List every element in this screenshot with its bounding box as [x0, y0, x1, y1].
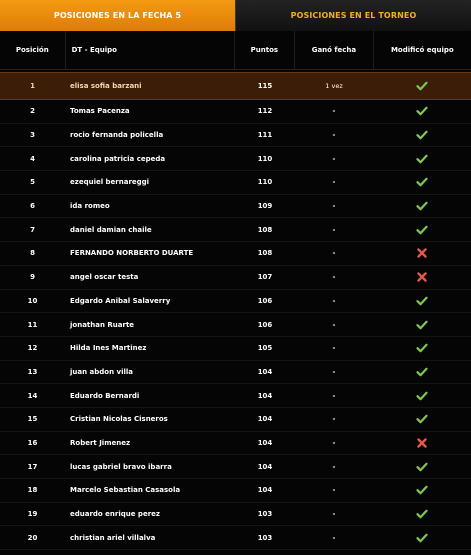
- row-position: 15: [27, 415, 38, 424]
- table-row: [0, 290, 471, 314]
- row-gano-fecha: -: [332, 178, 336, 187]
- header-equipo: DT - Equipo: [66, 31, 235, 69]
- check-icon: [416, 510, 428, 518]
- row-points: 115: [257, 82, 273, 90]
- row-modifico-equipo: [373, 462, 471, 472]
- row-position: 2: [30, 107, 35, 116]
- table-row: [0, 503, 471, 527]
- row-modifico-equipo: [373, 225, 471, 235]
- row-position: 1: [30, 82, 35, 90]
- table-row: [0, 432, 471, 456]
- row-points: 108: [257, 225, 273, 234]
- row-points: 110: [257, 178, 273, 187]
- row-points: 107: [257, 273, 273, 282]
- row-modifico-equipo: [373, 106, 471, 116]
- row-points: 112: [257, 107, 273, 116]
- row-modifico-equipo: [373, 343, 471, 353]
- row-position: 16: [27, 438, 38, 447]
- row-team-name: elisa sofia barzani: [70, 82, 142, 90]
- row-modifico-equipo: [373, 320, 471, 330]
- row-modifico-equipo: [373, 177, 471, 187]
- check-icon: [416, 486, 428, 494]
- row-gano-fecha: -: [332, 367, 336, 376]
- check-icon: [416, 415, 428, 423]
- row-modifico-equipo: [373, 130, 471, 140]
- row-modifico-equipo: [373, 509, 471, 519]
- row-position: 4: [30, 154, 35, 163]
- row-modifico-equipo: [373, 154, 471, 164]
- row-team-name: Edgardo Anibal Salaverry: [70, 296, 171, 305]
- row-points: 105: [257, 344, 273, 353]
- row-position: 19: [27, 510, 38, 519]
- row-modifico-equipo: [373, 201, 471, 211]
- row-modifico-equipo: [373, 81, 471, 91]
- row-gano-fecha: -: [332, 510, 336, 519]
- table-row: [0, 147, 471, 171]
- row-gano-fecha: -: [332, 225, 336, 234]
- check-icon: [416, 534, 428, 542]
- table-row: [0, 171, 471, 195]
- row-gano-fecha: -: [332, 462, 336, 471]
- row-points: 111: [257, 131, 273, 140]
- row-position: 14: [27, 391, 38, 400]
- row-points: 110: [257, 154, 273, 163]
- table-row: [0, 526, 471, 550]
- row-position: 3: [30, 131, 35, 140]
- table-row: [0, 72, 471, 100]
- header-puntos: Puntos: [235, 31, 296, 69]
- row-team-name: Robert Jimenez: [70, 438, 131, 447]
- row-points: 108: [257, 249, 273, 258]
- check-icon: [416, 131, 428, 139]
- row-position: 18: [27, 486, 38, 495]
- row-modifico-equipo: [373, 438, 471, 448]
- check-icon: [416, 321, 428, 329]
- row-points: 104: [257, 438, 273, 447]
- row-position: 6: [30, 202, 35, 211]
- row-gano-fecha: -: [332, 391, 336, 400]
- row-points: 104: [257, 367, 273, 376]
- table-row: [0, 195, 471, 219]
- row-position: 17: [27, 462, 38, 471]
- cross-icon: [416, 249, 428, 257]
- table-header: [0, 31, 471, 70]
- row-team-name: angel oscar testa: [70, 273, 139, 282]
- row-points: 104: [257, 391, 273, 400]
- row-team-name: ida romeo: [70, 202, 110, 211]
- row-team-name: Marcelo Sebastian Casasola: [70, 486, 181, 495]
- table-row: [0, 361, 471, 385]
- row-points: 109: [257, 202, 273, 211]
- row-gano-fecha: -: [332, 486, 336, 495]
- row-gano-fecha: -: [332, 533, 336, 542]
- row-team-name: eduardo enrique perez: [70, 510, 160, 519]
- row-position: 12: [27, 344, 38, 353]
- table-row: [0, 242, 471, 266]
- row-gano-fecha: -: [332, 415, 336, 424]
- row-team-name: FERNANDO NORBERTO DUARTE: [70, 249, 194, 258]
- row-points: 103: [257, 533, 273, 542]
- row-points: 104: [257, 415, 273, 424]
- row-gano-fecha: -: [332, 249, 336, 258]
- check-icon: [416, 178, 428, 186]
- row-modifico-equipo: [373, 296, 471, 306]
- row-gano-fecha: -: [332, 107, 336, 116]
- row-team-name: Cristian Nicolas Cisneros: [70, 415, 168, 424]
- table-row: [0, 218, 471, 242]
- check-icon: [416, 226, 428, 234]
- row-position: 7: [30, 225, 35, 234]
- table-row: [0, 479, 471, 503]
- table-row: [0, 408, 471, 432]
- row-modifico-equipo: [373, 272, 471, 282]
- row-position: 5: [30, 178, 35, 187]
- row-gano-fecha: -: [332, 131, 336, 140]
- row-points: 104: [257, 486, 273, 495]
- row-points: 104: [257, 462, 273, 471]
- row-team-name: ezequiel bernareggi: [70, 178, 150, 187]
- row-gano-fecha: -: [332, 154, 336, 163]
- tab-posiciones-fecha[interactable]: POSICIONES EN LA FECHA 5: [0, 0, 235, 31]
- row-position: 13: [27, 367, 38, 376]
- row-team-name: jonathan Ruarte: [70, 320, 135, 329]
- row-position: 9: [30, 273, 35, 282]
- row-position: 11: [27, 320, 38, 329]
- table-row: [0, 124, 471, 148]
- row-team-name: carolina patricia cepeda: [70, 154, 166, 163]
- check-icon: [416, 344, 428, 352]
- header-modifico-equipo: Modificó equipo: [390, 46, 454, 54]
- row-gano-fecha: -: [332, 296, 336, 305]
- check-icon: [416, 392, 428, 400]
- row-points: 106: [257, 296, 273, 305]
- cross-icon: [416, 439, 428, 447]
- header-gano-fecha: Ganó fecha: [295, 31, 374, 69]
- cross-icon: [416, 273, 428, 281]
- row-team-name: Hilda Ines Martinez: [70, 344, 147, 353]
- check-icon: [416, 107, 428, 115]
- row-team-name: christian ariel villalva: [70, 533, 156, 542]
- row-team-name: rocio fernanda policella: [70, 131, 164, 140]
- row-gano-fecha: -: [332, 202, 336, 211]
- table-row: [0, 266, 471, 290]
- check-icon: [416, 202, 428, 210]
- row-position: 10: [27, 296, 38, 305]
- row-modifico-equipo: [373, 391, 471, 401]
- row-gano-fecha: -: [332, 273, 336, 282]
- row-position: 20: [27, 533, 38, 542]
- row-modifico-equipo: [373, 248, 471, 258]
- row-modifico-equipo: [373, 533, 471, 543]
- row-modifico-equipo: [373, 367, 471, 377]
- check-icon: [416, 155, 428, 163]
- row-points: 106: [257, 320, 273, 329]
- check-icon: [416, 368, 428, 376]
- check-icon: [416, 297, 428, 305]
- row-team-name: juan abdon villa: [70, 367, 133, 376]
- row-team-name: daniel damian chaile: [70, 225, 152, 234]
- table-row: [0, 384, 471, 408]
- row-gano-fecha: -: [332, 320, 336, 329]
- header-posicion: Posición: [0, 31, 66, 69]
- row-modifico-equipo: [373, 485, 471, 495]
- table-row: [0, 455, 471, 479]
- row-team-name: Tomas Pacenza: [70, 107, 130, 116]
- check-icon: [416, 82, 428, 90]
- row-gano-fecha: 1 vez: [325, 82, 343, 90]
- table-row: [0, 313, 471, 337]
- row-team-name: lucas gabriel bravo ibarra: [70, 462, 172, 471]
- row-gano-fecha: -: [332, 344, 336, 353]
- standings-table-body: [0, 72, 471, 550]
- row-position: 8: [30, 249, 35, 258]
- row-gano-fecha: -: [332, 438, 336, 447]
- table-row: [0, 337, 471, 361]
- row-team-name: Eduardo Bernardi: [70, 391, 140, 400]
- row-modifico-equipo: [373, 414, 471, 424]
- table-row: [0, 100, 471, 124]
- row-points: 103: [257, 510, 273, 519]
- tab-posiciones-torneo[interactable]: POSICIONES EN EL TORNEO: [235, 0, 471, 31]
- check-icon: [416, 463, 428, 471]
- tab-bar: [0, 0, 471, 31]
